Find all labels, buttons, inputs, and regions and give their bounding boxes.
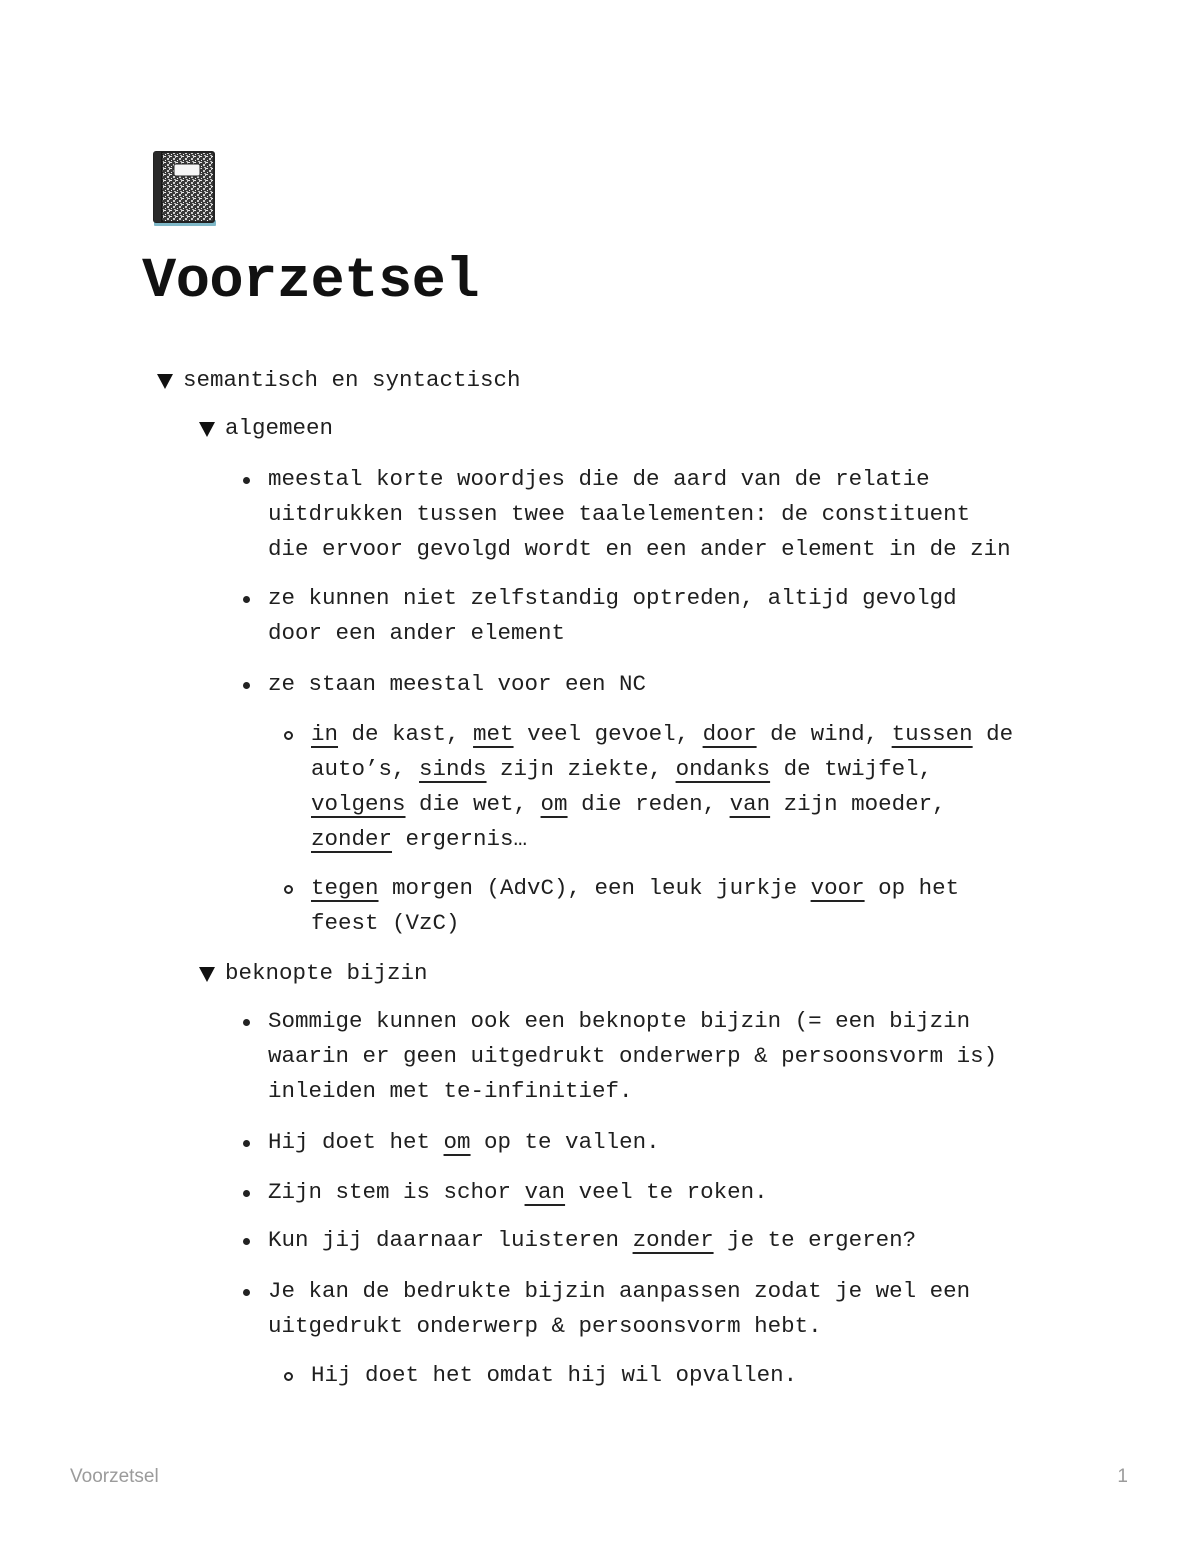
toggle-arrow-icon[interactable] (157, 374, 173, 389)
list-item: Hij doet het om op te vallen. (268, 1129, 660, 1155)
example-line: feest (VzC) (311, 910, 460, 936)
list-item: ze staan meestal voor een NC (268, 671, 647, 697)
example-line: in de kast, met veel gevoel, door de wind, tussen de (311, 721, 1014, 747)
bullet-icon (243, 596, 250, 603)
list-item: inleiden met te-infinitief. (268, 1078, 633, 1104)
toggle-beknopt-label[interactable]: beknopte bijzin (225, 960, 428, 986)
example-line: zonder ergernis… (311, 826, 528, 852)
notebook-icon (152, 150, 218, 228)
toggle-arrow-icon[interactable] (199, 967, 215, 982)
list-item: Sommige kunnen ook een beknopte bijzin (= een bijzin (268, 1008, 971, 1034)
bullet-icon (243, 682, 250, 689)
bullet-icon (243, 1190, 250, 1197)
bullet-icon (243, 1238, 250, 1245)
list-item: waarin er geen uitgedrukt onderwerp & persoonsvorm is) (268, 1043, 998, 1069)
toggle-arrow-icon[interactable] (199, 422, 215, 437)
list-item: die ervoor gevolgd wordt en een ander element in de zin (268, 536, 1011, 562)
footer-title: Voorzetsel (70, 1466, 159, 1487)
page-number: 1 (1117, 1466, 1128, 1487)
toggle-semantisch-label[interactable]: semantisch en syntactisch (183, 367, 521, 393)
list-item: door een ander element (268, 620, 566, 646)
bullet-icon (243, 477, 250, 484)
toggle-algemeen-label[interactable]: algemeen (225, 415, 334, 441)
list-item: Kun jij daarnaar luisteren zonder je te ergeren? (268, 1227, 917, 1253)
list-item: meestal korte woordjes die de aard van de relatie (268, 466, 930, 492)
list-item: uitdrukken tussen twee taalelementen: de constituent (268, 501, 971, 527)
example-line: tegen morgen (AdvC), een leuk jurkje voor op het (311, 875, 960, 901)
list-item: Je kan de bedrukte bijzin aanpassen zodat je wel een (268, 1278, 971, 1304)
bullet-icon (243, 1019, 250, 1026)
bullet-icon (243, 1140, 250, 1147)
sub-bullet-icon (284, 731, 293, 740)
list-item: Zijn stem is schor van veel te roken. (268, 1179, 768, 1205)
list-item: ze kunnen niet zelfstandig optreden, altijd gevolgd (268, 585, 957, 611)
example-line: volgens die wet, om die reden, van zijn moeder, (311, 791, 946, 817)
page-title: Voorzetsel (142, 250, 480, 314)
sub-bullet-icon (284, 1372, 293, 1381)
list-item: uitgedrukt onderwerp & persoonsvorm hebt. (268, 1313, 822, 1339)
sub-bullet-icon (284, 885, 293, 894)
example-line: Hij doet het omdat hij wil opvallen. (311, 1362, 798, 1388)
bullet-icon (243, 1289, 250, 1296)
example-line: auto’s, sinds zijn ziekte, ondanks de twijfel, (311, 756, 933, 782)
